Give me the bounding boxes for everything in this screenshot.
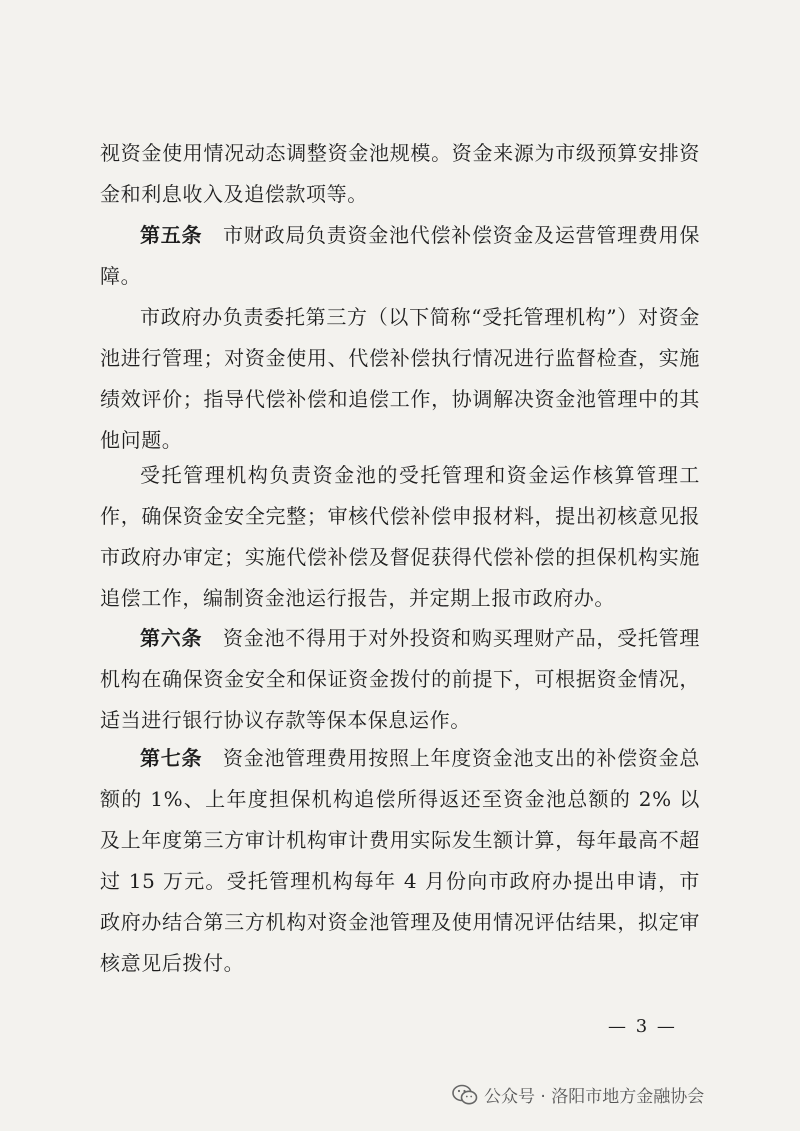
article-7-label: 第七条 xyxy=(140,746,203,770)
watermark-text: 公众号 · 洛阳市地方金融协会 xyxy=(484,1087,705,1107)
watermark xyxy=(452,1082,704,1107)
article-6-text: 资金池不得用于对外投资和购买理财产品，受托管理机构在确保资金安全和保证资金拨付的前提下，可根据资金情况，适当进行银行协议存款等保本保息运作。 xyxy=(100,626,700,732)
paragraph-text: 市政府办负责委托第三方（以下简称“受托管理机构”）对资金池进行管理；对资金使用、代偿补偿执行情况进行监督检查，实施绩效评价；指导代偿补偿和追偿工作，协调解决资金池管理中的其他问题。 xyxy=(100,305,700,452)
paragraph-gov-office xyxy=(100,297,700,461)
article-5-label: 第五条 xyxy=(140,223,203,247)
article-7-text: 资金池管理费用按照上年度资金池支出的补偿资金总额的 1%、上年度担保机构追偿所得返还至资金池总额的 2% 以及上年度第三方审计机构审计费用实际发生额计算，每年最高不超过 15 万元。受托管理机构每年 4 月份向市政府办提出申请，市政府办结合第三方机构对资金池管理及使用情况评估结果，拟定审核意见后拨付。 xyxy=(100,746,700,975)
page-number: — 3 — xyxy=(608,1016,677,1037)
paragraph-trustee xyxy=(100,455,700,619)
paragraph-article-7 xyxy=(100,738,700,984)
paragraph-text: 受托管理机构负责资金池的受托管理和资金运作核算管理工作，确保资金安全完整；审核代偿补偿申报材料，提出初核意见报市政府办审定；实施代偿补偿及督促获得代偿补偿的担保机构实施追偿工作，编制资金池运行报告，并定期上报市政府办。 xyxy=(100,463,700,610)
paragraph-article-6 xyxy=(100,618,700,741)
article-6-label: 第六条 xyxy=(140,626,203,650)
paragraph-text: 视资金使用情况动态调整资金池规模。资金来源为市级预算安排资金和利息收入及追偿款项等。 xyxy=(100,141,700,206)
wechat-icon xyxy=(452,1084,478,1106)
paragraph-article-5 xyxy=(100,215,700,297)
paragraph-continuation xyxy=(100,133,700,215)
article-5-text: 市财政局负责资金池代偿补偿资金及运营管理费用保障。 xyxy=(100,223,700,288)
